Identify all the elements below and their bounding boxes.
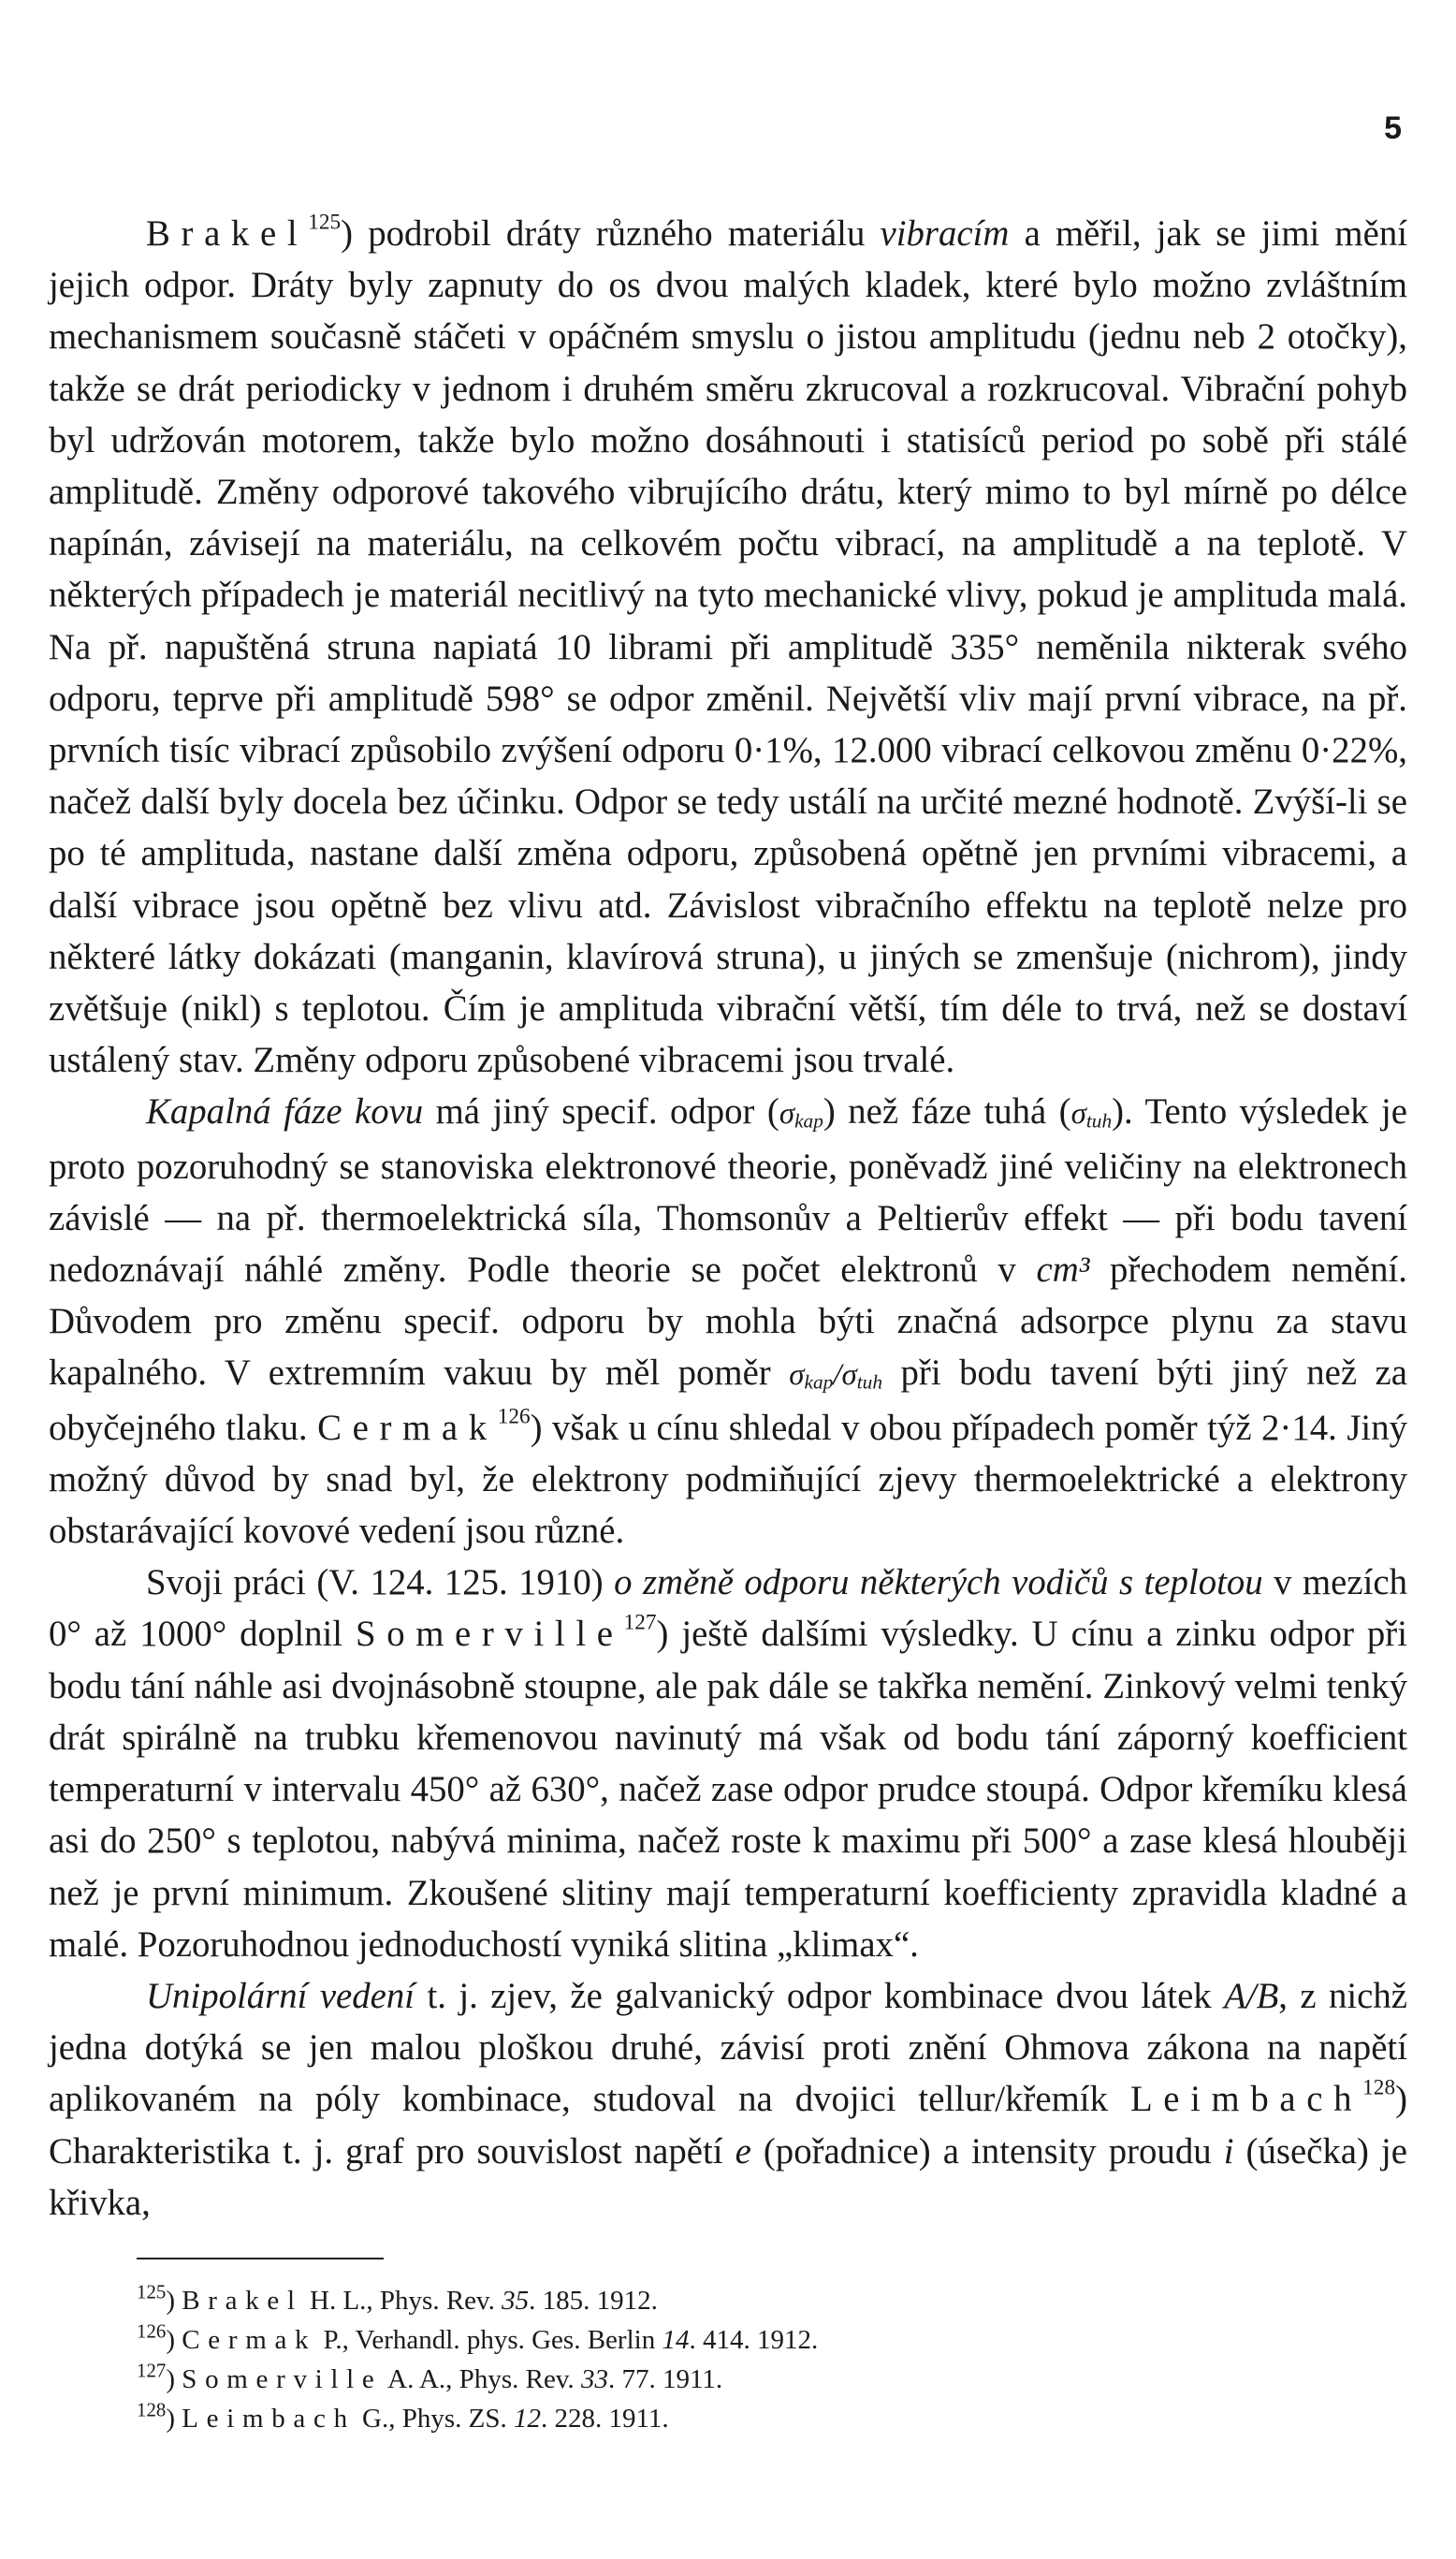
body-text [49,208,1407,2229]
text-run: v mezích 0° až 1000° doplnil [49,1562,1407,1655]
emphasis: A/B [1224,1975,1279,2016]
footnote-author: Leimbach [182,2404,356,2434]
paragraph-liquid-phase [49,1086,1407,1557]
footnote-128 [137,2399,818,2438]
text-run: přechodem nemění. Důvodem pro změnu specif. odporu by mohla býti značná adsorpce plynu za stavu kapalného. V extremním vakuu by měl poměr [49,1250,1407,1394]
text-run: a měřil, jak se jimi mění jejich odpor. Dráty byly zapnuty do os dvou malých kladek, které bylo možno zvláštním mechanismem současně stáčeti v opáčném smyslu o jistou amplitudu (jednu neb 2 otočky), takže se drát periodicky v jednom i druhém směru zkrucoval a rozkrucoval. Vibrační pohyb byl udržován motorem, takže bylo možno dosáhnouti i statisíců period po sobě při stálé amplitudě. Změny odporové takového vibrujícího drátu, který mimo to byl mírně po délce napínán, závisejí na materiálu, na celkovém počtu vibrací, na amplitudě a na teplotě. V některých případech je materiál necitlivý na tyto mechanické vlivy, pokud je amplituda malá. Na př. napuštěná struna napiatá 10 librami při amplitudě 335° neměnila nikterak svého odporu, teprve při amplitudě 598° se odpor změnil. Největší vliv mají první vibrace, na př. prvních tisíc vibrací způsobilo zvýšení odporu 0·1%, 12.000 vibrací celkovou změnu 0·22%, načež další byly docela bez účinku. Odpor se tedy ustálí na určité mezné hodnotě. Zvýší-li se po té amplituda, nastane další změna odporu, způsobená opětně jen prvními vibracemi, a další vibrace jsou opětně bez vlivu atd. Závislost vibračního effektu na teplotě nelze pro některé látky dokázati (manganin, klavírová struna), u jiných se zmenšuje (nichrom), jindy zvětšuje (nikl) s teplotou. Čím je amplituda vibrační větší, tím déle to trvá, než se dostaví ustálený stav. Změny odporu způsobené vibracemi jsou trvalé. [49,213,1408,1081]
page-number: 5 [1384,110,1402,146]
sigma-symbol: σ [779,1097,795,1132]
footnote-ref: 128 [1362,2075,1396,2100]
footnote-tail: . 414. 1912. [689,2325,819,2355]
footnote-author: Cermak [182,2325,317,2355]
emphasis: cm³ [1036,1250,1090,1291]
footnote-text: H. L., Phys. Rev. [302,2286,502,2316]
footnote-author: Somerville [182,2364,383,2394]
author-name: Leimbach [1129,2079,1363,2120]
footnote-author: Brakel [182,2286,303,2316]
footnote-volume: 35 [502,2286,530,2316]
footnote-number-text: 128 [137,2398,167,2421]
sigma-symbol: σ [841,1358,857,1393]
text-run: ) podrobil dráty různého materiálu [341,213,881,254]
footnote-number-text: 127 [137,2359,167,2382]
footnote-divider [137,2258,384,2259]
footnote-127 [137,2360,818,2399]
footnote-ref: 127 [623,1611,657,1636]
author-name: Cermak [317,1407,498,1448]
paragraph-temperature [49,1557,1407,1970]
footnote-number-text: 125 [137,2280,167,2303]
author-name: Somerville [355,1614,624,1655]
footnote-number: $^{125}$) [137,2280,175,2316]
footnote-126 [137,2320,818,2360]
footnote-volume: 33 [580,2364,608,2394]
emphasis: Kapalná fáze kovu [146,1091,424,1133]
footnote-number: $^{128}$) [137,2398,175,2434]
paragraph-unipolar [49,1970,1407,2229]
footnote-ref: 126 [497,1404,531,1429]
footnote-tail: . 228. 1911. [540,2404,669,2434]
emphasis: e [735,2130,751,2171]
footnote-volume: 14 [662,2325,690,2355]
text-run: ) však u cínu shledal v obou případech poměr týž 2·14. Jiný možný důvod by snad byl, že elektrony podmiňující zjevy thermoelektrické a elektrony obstarávající kovové vedení jsou různé. [49,1407,1407,1552]
text-run: ). Tento výsledek je proto pozoruhodný se stanoviska elektronové theorie, poněvadž jiné veličiny na elektronech závislé — na př. thermoelektrická síla, Thomsonův a Peltierův effekt — při bodu tavení nedoznávají náhlé změny. Podle theorie se počet elektronů v [49,1091,1407,1291]
paragraph-vibration [49,208,1407,1086]
text-run: Svoji práci (V. 124. 125. 1910) [146,1562,615,1603]
text-run: ) ještě dalšími výsledky. U cínu a zinku odpor při bodu tání náhle asi dvojnásobně stoupne, ale pak dále se takřka nemění. Zinkový velmi tenký drát spirálně na trubku křemenovou navinutý má však od bodu tání záporný koefficient temperaturní v intervalu 450° až 630°, načež zase odpor prudce stoupá. Odpor křemíku klesá asi do 250° s teplotou, nabývá minima, načež roste k maximu při 500° a zase klesá hlouběji než je první minimum. Zkoušené slitiny mají temperaturní koefficienty zpravidla kladné a malé. Pozoruhodnou jednoduchostí vyniká slitina „klimax“. [49,1614,1407,1965]
text-run: t. j. zjev, že galvanický odpor kombinace dvou látek [415,1975,1225,2016]
footnote-volume: 12 [513,2404,541,2434]
footnote-ref: 125 [308,210,342,235]
footnote-text: G., Phys. ZS. [355,2404,514,2434]
text-run: , z nichž jedna dotýká se jen malou ploškou druhé, závisí proti znění Ohmova zákona na napětí aplikovaném na póly kombinace, studoval na dvojici tellur/křemík [49,1975,1407,2120]
text-run: ) Charakteristika t. j. graf pro souvislost napětí [49,2079,1407,2171]
emphasis: vibracím [880,213,1010,254]
subscript: kap [804,1370,834,1394]
footnote-tail: . 185. 1912. [529,2286,658,2316]
subscript: tuh [1085,1109,1113,1133]
text-run: (úsečka) je křivka, [49,2130,1407,2223]
footnote-tail: . 77. 1911. [607,2364,723,2394]
text-run: (pořadnice) a intensity proudu [750,2130,1224,2171]
emphasis: i [1223,2130,1234,2171]
text-run: při bodu tavení býti jiný než za obyčejného tlaku. [49,1353,1407,1448]
subscript: tuh [856,1370,882,1394]
text-run: má jiný specif. odpor ( [423,1091,779,1133]
footnote-text: P., Verhandl. phys. Ges. Berlin [316,2325,662,2355]
author-name: Brakel [146,213,309,254]
footnote-number: $^{127}$) [137,2359,175,2394]
emphasis: o změně odporu některých vodičů s teplotou [614,1562,1263,1603]
footnotes [137,2281,818,2438]
sigma-symbol: σ [1070,1097,1086,1132]
subscript: kap [794,1109,823,1133]
emphasis: Unipolární vedení [146,1975,415,2016]
ratio-slash: / [833,1358,842,1393]
footnote-number: $^{126}$) [137,2319,175,2355]
text-run: ) než fáze tuhá ( [823,1091,1071,1133]
footnote-number-text: 126 [137,2319,167,2343]
sigma-symbol: σ [789,1358,805,1393]
footnote-125 [137,2281,818,2320]
footnote-text: A. A., Phys. Rev. [382,2364,581,2394]
